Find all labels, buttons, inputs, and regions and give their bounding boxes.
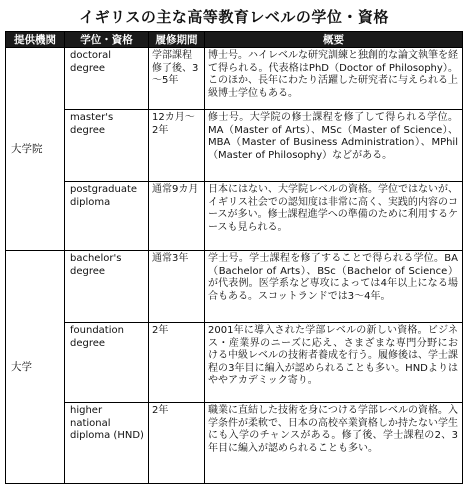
header-degree: 学位・資格 [65, 32, 149, 48]
table-row [6, 251, 463, 323]
overview-cell: 修士号。大学院の修士課程を修了して得られる学位。MA（Master of Arts）、MSc（Master of Science）、MBA（Master of Business Administration）、MPhil（Master of Philosophy）などがある。 [205, 110, 463, 182]
degree-cell: master's degree [65, 110, 149, 182]
degrees-table [5, 31, 463, 484]
overview-cell: 日本にはない、大学院レベルの資格。学位ではないが、イギリス社会での認知度は非常に高く、実践的内容のコースが多い。修士課程進学への準備のために利用するケースも見られる。 [205, 182, 463, 251]
institution-cell: 大学 [6, 251, 65, 484]
header-overview: 概要 [205, 32, 463, 48]
table-row [6, 323, 463, 403]
table-header-row [6, 32, 463, 48]
table-row [6, 182, 463, 251]
degree-cell: bachelor's degree [65, 251, 149, 323]
page-title: イギリスの主な高等教育レベルの学位・資格 [79, 8, 389, 26]
degree-cell: higher national diploma (HND) [65, 403, 149, 484]
period-cell: 12カ月～2年 [149, 110, 205, 182]
overview-cell: 学士号。学士課程を修了することで得られる学位。BA（Bachelor of Arts）、BSc（Bachelor of Science）が代表例。医学系など専攻によっては4年以上になる場合もある。スコットランドでは3～4年。 [205, 251, 463, 323]
period-cell: 2年 [149, 323, 205, 403]
table-row [6, 48, 463, 110]
overview-cell: 2001年に導入された学部レベルの新しい資格。ビジネス・産業界のニーズに応え、さまざまな専門分野における中級レベルの技術者養成を行う。履修後は、学士課程の3年目に編入が認められることも多い。HNDよりはややアカデミック寄り。 [205, 323, 463, 403]
degree-cell: foundation degree [65, 323, 149, 403]
table-row [6, 403, 463, 484]
period-cell: 学部課程修了後、3～5年 [149, 48, 205, 110]
degree-cell: postgraduate diploma [65, 182, 149, 251]
overview-cell: 職業に直結した技術を身につける学部レベルの資格。入学条件が柔軟で、日本の高校卒業資格しか持たない学生にも入学のチャンスがある。修了後、学士課程の2、3年目に編入が認められることも多い。 [205, 403, 463, 484]
institution-cell: 大学院 [6, 48, 65, 251]
period-cell: 通常9カ月 [149, 182, 205, 251]
period-cell: 2年 [149, 403, 205, 484]
header-institution: 提供機関 [6, 32, 65, 48]
header-period: 履修期間 [149, 32, 205, 48]
overview-cell: 博士号。ハイレベルな研究訓練と独創的な論文執筆を経て得られる。代表格はPhD（Doctor of Philosophy）。このほか、長年にわたり活躍した研究者に与えられる上級博士学位もある。 [205, 48, 463, 110]
degree-cell: doctoral degree [65, 48, 149, 110]
period-cell: 通常3年 [149, 251, 205, 323]
table-row [6, 110, 463, 182]
